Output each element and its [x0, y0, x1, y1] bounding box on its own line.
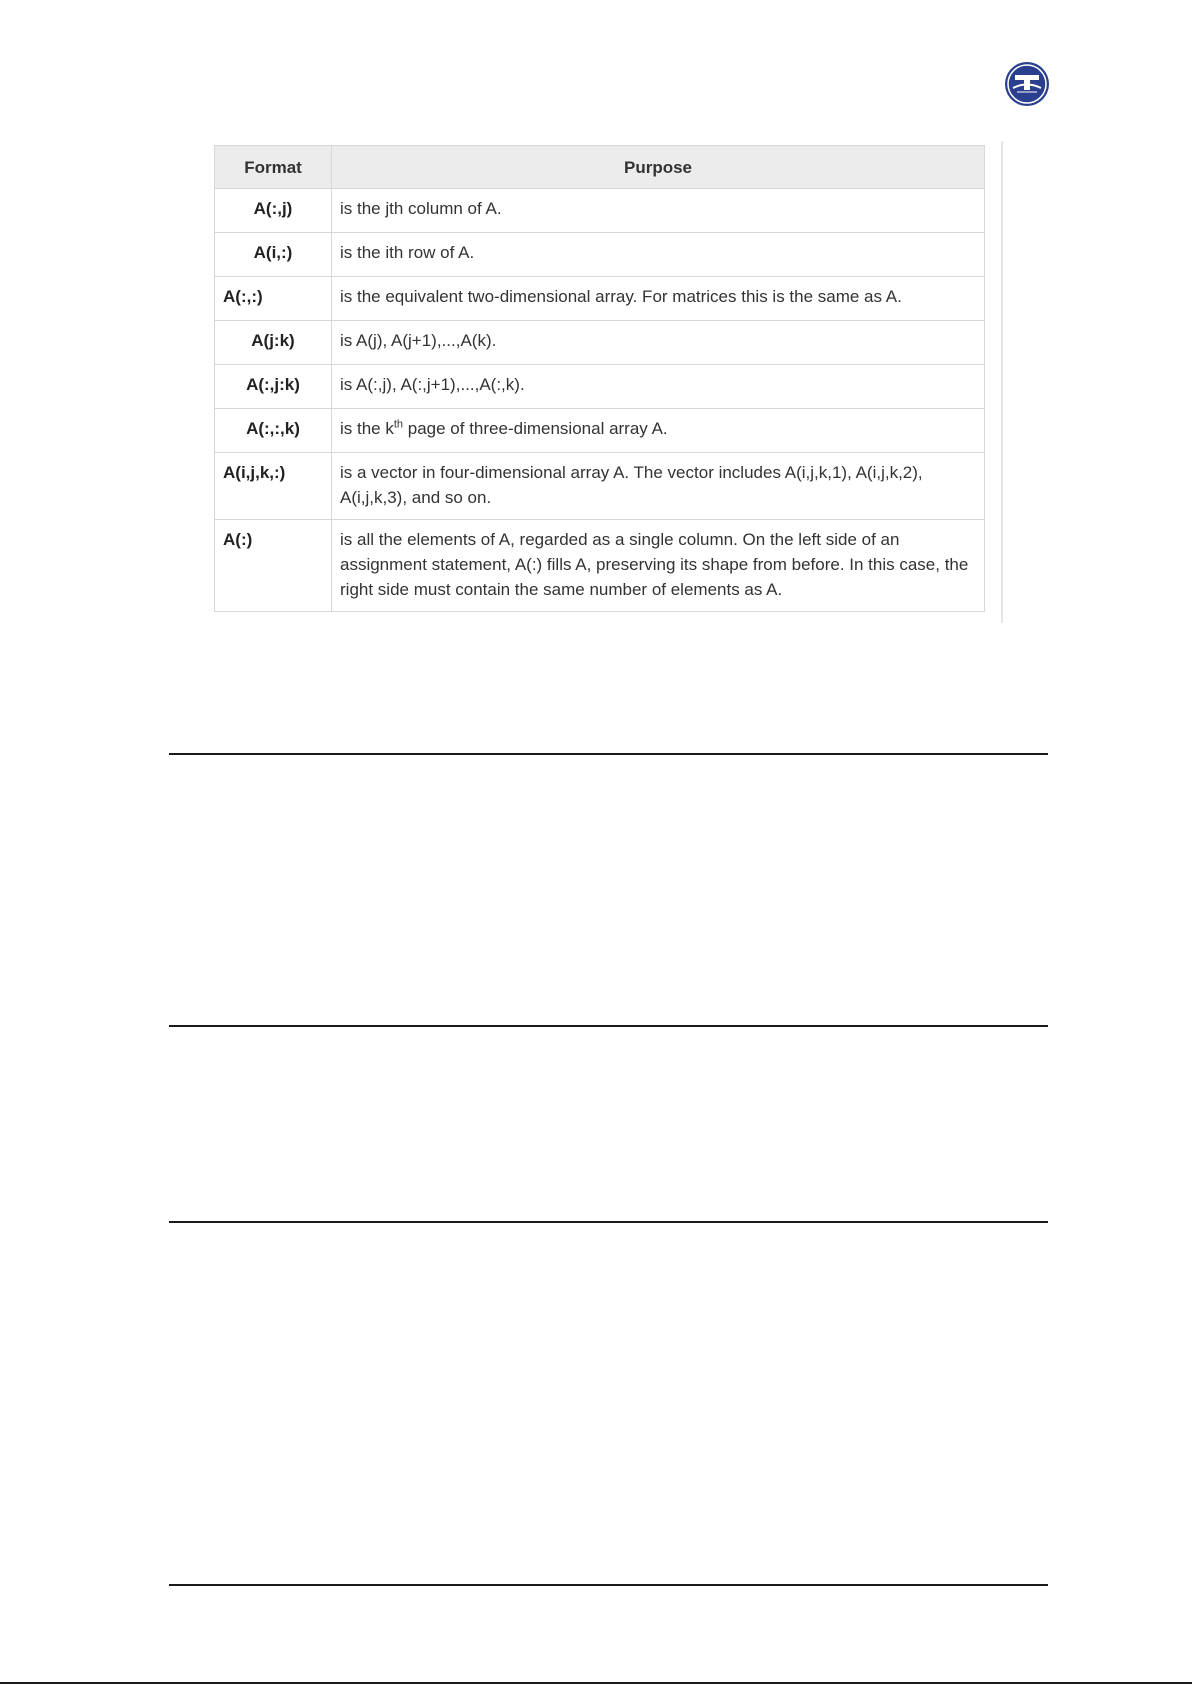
purpose-cell: is a vector in four-dimensional array A. The vector includes A(i,j,k,1), A(i,j,k,2), A(i,j,k,3), and so on. [332, 453, 985, 520]
purpose-cell: is all the elements of A, regarded as a single column. On the left side of an assignment statement, A(:) fills A, preserving its shape from before. In this case, the right side must contain the same number of elements as A. [332, 520, 985, 612]
table-row [215, 520, 985, 612]
side-divider [1001, 141, 1003, 623]
university-logo-icon [1004, 61, 1050, 107]
purpose-cell: is A(j), A(j+1),...,A(k). [332, 321, 985, 365]
section-divider [169, 1584, 1048, 1586]
format-cell: A(i,j,k,:) [215, 453, 332, 520]
purpose-text-end: page of three-dimensional array A. [403, 419, 668, 438]
table-row [215, 409, 985, 453]
format-cell: A(:) [215, 520, 332, 612]
header-purpose: Purpose [332, 146, 985, 189]
format-cell: A(:,j) [215, 189, 332, 233]
section-divider [169, 1221, 1048, 1223]
format-cell: A(:,:) [215, 277, 332, 321]
format-cell: A(:,:,k) [215, 409, 332, 453]
table-row [215, 189, 985, 233]
indexing-reference-table [214, 145, 985, 612]
format-cell: A(i,:) [215, 233, 332, 277]
page-footer-rule [0, 1682, 1192, 1684]
table-row [215, 277, 985, 321]
purpose-cell: is the jth column of A. [332, 189, 985, 233]
section-divider [169, 1025, 1048, 1027]
format-cell: A(j:k) [215, 321, 332, 365]
format-cell: A(:,j:k) [215, 365, 332, 409]
purpose-cell: is the equivalent two-dimensional array. For matrices this is the same as A. [332, 277, 985, 321]
superscript-th: th [393, 418, 404, 431]
purpose-text-start: is the k [340, 419, 394, 438]
table-row [215, 321, 985, 365]
purpose-cell: is A(:,j), A(:,j+1),...,A(:,k). [332, 365, 985, 409]
section-divider [169, 753, 1048, 755]
purpose-cell [332, 409, 985, 453]
table-row [215, 365, 985, 409]
table-row [215, 233, 985, 277]
table-row [215, 453, 985, 520]
purpose-cell: is the ith row of A. [332, 233, 985, 277]
table-header-row [215, 146, 985, 189]
header-format: Format [215, 146, 332, 189]
